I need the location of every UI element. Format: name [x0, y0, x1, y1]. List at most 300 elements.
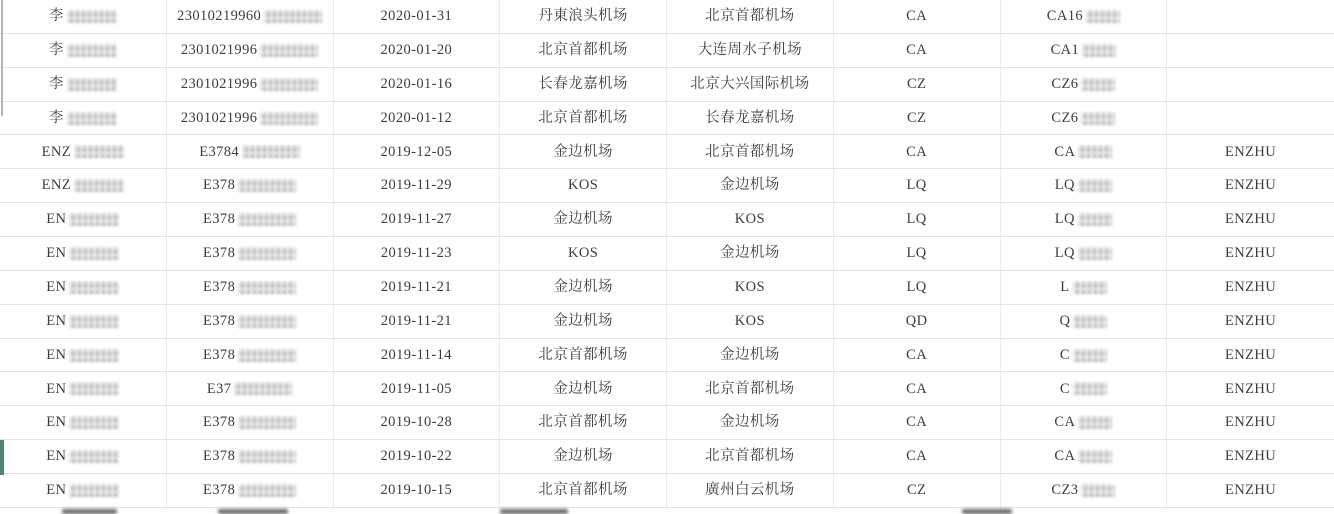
cell-airline-code[interactable]	[834, 372, 1001, 405]
cell-text: KOS	[734, 312, 765, 329]
cell-text: ENZHU	[1225, 482, 1277, 499]
cell-departure-airport[interactable]	[500, 135, 667, 168]
cell-remark[interactable]	[1167, 406, 1334, 439]
cell-text: ENZHU	[1225, 279, 1277, 296]
censored-blur-block	[1081, 484, 1115, 497]
left-edge-line	[1, 0, 3, 116]
table-row	[0, 0, 1334, 34]
cell-arrival-airport[interactable]	[667, 474, 834, 507]
cell-remark[interactable]	[1167, 474, 1334, 507]
cell-text: 北京首都机场	[705, 448, 795, 465]
cell-document-number[interactable]	[167, 203, 334, 236]
cell-text: EN	[46, 211, 67, 228]
cell-text: ENZHU	[1225, 211, 1277, 228]
censored-blur-block	[1078, 416, 1112, 429]
cell-arrival-airport[interactable]	[667, 440, 834, 473]
cell-text: 北京首都机场	[538, 482, 628, 499]
cell-text: 金边机场	[553, 279, 613, 296]
censored-blur-block	[74, 179, 124, 192]
cell-flight-number[interactable]	[1001, 68, 1168, 101]
cell-arrival-airport[interactable]	[667, 102, 834, 135]
cell-text: CA	[906, 380, 928, 397]
cell-text: 2019-10-15	[380, 482, 453, 499]
cell-airline-code[interactable]	[834, 68, 1001, 101]
cell-passenger-name[interactable]	[0, 271, 167, 304]
censored-blur-block	[1082, 44, 1116, 57]
cell-document-number[interactable]	[167, 0, 334, 33]
cell-text: 金边机场	[553, 380, 613, 397]
censored-blur-block	[238, 416, 296, 429]
cell-arrival-airport[interactable]	[667, 271, 834, 304]
cell-arrival-airport[interactable]	[667, 203, 834, 236]
cell-text: 2019-11-14	[380, 346, 452, 363]
cell-text: CA16	[1046, 8, 1083, 25]
cell-document-number[interactable]	[167, 474, 334, 507]
cell-text: 北京大兴国际机场	[690, 75, 810, 92]
cell-passenger-name[interactable]	[0, 339, 167, 372]
cell-text: 北京首都机场	[705, 8, 795, 25]
cell-flight-number[interactable]	[1001, 440, 1168, 473]
cell-text: 金边机场	[553, 211, 613, 228]
table-row	[0, 305, 1334, 339]
cell-text: C	[1059, 380, 1070, 397]
cell-text: 2019-11-29	[380, 177, 452, 194]
cell-text: ENZHU	[1225, 346, 1277, 363]
cell-text: LQ	[906, 211, 927, 228]
cell-text: 金边机场	[720, 346, 780, 363]
cell-text: KOS	[734, 279, 765, 296]
cell-text: E378	[203, 482, 236, 499]
cell-airline-code[interactable]	[834, 474, 1001, 507]
cell-text: CZ6	[1051, 75, 1079, 92]
cell-document-number[interactable]	[167, 339, 334, 372]
cell-text: CZ6	[1051, 109, 1079, 126]
cell-text: 北京首都机场	[538, 346, 628, 363]
cell-text: 2301021996	[180, 75, 258, 92]
cell-text: 23010219960	[177, 8, 262, 25]
cell-text: CA	[1054, 448, 1076, 465]
cell-text: 2019-11-23	[380, 245, 452, 262]
cell-text: CA	[906, 8, 928, 25]
cell-text: CA	[906, 414, 928, 431]
cell-document-number[interactable]	[167, 305, 334, 338]
cell-remark[interactable]	[1167, 339, 1334, 372]
cell-text: EN	[46, 380, 67, 397]
cell-text: 金边机场	[720, 414, 780, 431]
cell-text: 2019-10-22	[380, 448, 453, 465]
cell-airline-code[interactable]	[834, 440, 1001, 473]
cell-text: 金边机场	[553, 448, 613, 465]
cell-departure-airport[interactable]	[500, 440, 667, 473]
censored-blur-block	[238, 315, 296, 328]
cell-text: EN	[46, 414, 67, 431]
censored-blur-block	[1086, 10, 1120, 23]
cell-text: 2020-01-31	[380, 8, 453, 25]
censored-blur-stub	[218, 509, 288, 514]
cell-text: 北京首都机场	[705, 143, 795, 160]
table-row	[0, 474, 1334, 508]
cell-text: LQ	[906, 177, 927, 194]
cell-text: EN	[46, 279, 67, 296]
cell-flight-number[interactable]	[1001, 102, 1168, 135]
cell-document-number[interactable]	[167, 237, 334, 270]
cell-text: ENZHU	[1225, 414, 1277, 431]
cell-remark[interactable]	[1167, 271, 1334, 304]
cell-text: 金边机场	[553, 312, 613, 329]
cell-document-number[interactable]	[167, 68, 334, 101]
cell-text: LQ	[906, 245, 927, 262]
cell-document-number[interactable]	[167, 372, 334, 405]
cell-document-number[interactable]	[167, 169, 334, 202]
cell-flight-date[interactable]	[334, 271, 501, 304]
table-row	[0, 339, 1334, 373]
cell-flight-date[interactable]	[334, 34, 501, 67]
cell-arrival-airport[interactable]	[667, 34, 834, 67]
censored-blur-block	[1081, 112, 1115, 125]
cell-arrival-airport[interactable]	[667, 237, 834, 270]
cell-flight-date[interactable]	[334, 372, 501, 405]
cell-text: ENZ	[41, 143, 72, 160]
censored-blur-block	[238, 247, 296, 260]
cell-text: 廣州白云机场	[705, 482, 795, 499]
cell-text: CA	[906, 448, 928, 465]
cell-text: L	[1060, 279, 1070, 296]
cell-remark[interactable]	[1167, 102, 1334, 135]
cell-flight-date[interactable]	[334, 474, 501, 507]
censored-blur-block	[67, 78, 117, 91]
cell-text: 北京首都机场	[705, 380, 795, 397]
cell-departure-airport[interactable]	[500, 68, 667, 101]
censored-blur-block	[1073, 315, 1107, 328]
cell-text: 2019-10-28	[380, 414, 453, 431]
cell-text: ENZHU	[1225, 245, 1277, 262]
cell-departure-airport[interactable]	[500, 0, 667, 33]
censored-blur-block	[238, 281, 296, 294]
censored-blur-block	[69, 484, 119, 497]
cell-remark[interactable]	[1167, 237, 1334, 270]
cell-text: LQ	[906, 279, 927, 296]
cell-text: CA1	[1050, 42, 1080, 59]
cell-passenger-name[interactable]	[0, 440, 167, 473]
cell-arrival-airport[interactable]	[667, 68, 834, 101]
cell-airline-code[interactable]	[834, 305, 1001, 338]
cell-flight-number[interactable]	[1001, 0, 1168, 33]
cell-text: Q	[1059, 312, 1071, 329]
cell-document-number[interactable]	[167, 102, 334, 135]
cell-departure-airport[interactable]	[500, 474, 667, 507]
table-row	[0, 271, 1334, 305]
cell-airline-code[interactable]	[834, 0, 1001, 33]
cell-departure-airport[interactable]	[500, 237, 667, 270]
censored-blur-block	[260, 44, 318, 57]
cell-passenger-name[interactable]	[0, 305, 167, 338]
cell-text: E37	[206, 380, 232, 397]
cell-remark[interactable]	[1167, 0, 1334, 33]
cell-text: E378	[203, 312, 236, 329]
cell-flight-number[interactable]	[1001, 237, 1168, 270]
cell-remark[interactable]	[1167, 135, 1334, 168]
cell-text: KOS	[568, 177, 599, 194]
table-row	[0, 372, 1334, 406]
cell-text: ENZHU	[1225, 177, 1277, 194]
cell-text: E3784	[199, 143, 240, 160]
censored-blur-stub	[62, 509, 117, 514]
censored-blur-block	[260, 112, 318, 125]
censored-blur-block	[69, 315, 119, 328]
censored-blur-block	[260, 78, 318, 91]
cell-text: 北京首都机场	[538, 414, 628, 431]
cell-text: EN	[46, 448, 67, 465]
cell-text: 金边机场	[720, 177, 780, 194]
cell-departure-airport[interactable]	[500, 169, 667, 202]
censored-blur-block	[1073, 281, 1107, 294]
cell-remark[interactable]	[1167, 68, 1334, 101]
cell-flight-date[interactable]	[334, 440, 501, 473]
cell-text: E378	[203, 279, 236, 296]
cell-text: 2019-11-21	[380, 279, 452, 296]
table-row	[0, 440, 1334, 474]
censored-blur-stub	[500, 509, 568, 514]
cell-arrival-airport[interactable]	[667, 339, 834, 372]
censored-blur-block	[1081, 78, 1115, 91]
cell-flight-date[interactable]	[334, 102, 501, 135]
cell-text: C	[1059, 346, 1070, 363]
cell-text: E378	[203, 448, 236, 465]
cell-airline-code[interactable]	[834, 271, 1001, 304]
cell-text: LQ	[1054, 177, 1075, 194]
cell-text: CZ3	[1051, 482, 1079, 499]
censored-blur-block	[264, 10, 322, 23]
cell-arrival-airport[interactable]	[667, 169, 834, 202]
cell-text: 2020-01-20	[380, 42, 453, 59]
censored-blur-stub	[962, 509, 1012, 514]
cell-text: 2020-01-16	[380, 75, 453, 92]
censored-blur-block	[69, 247, 119, 260]
cell-text: LQ	[1054, 245, 1075, 262]
table-row	[0, 203, 1334, 237]
cell-flight-date[interactable]	[334, 203, 501, 236]
cell-text: CZ	[906, 482, 927, 499]
cell-flight-date[interactable]	[334, 0, 501, 33]
cell-text: 李	[48, 42, 64, 59]
cell-document-number[interactable]	[167, 135, 334, 168]
cell-text: E378	[203, 414, 236, 431]
cell-text: E378	[203, 346, 236, 363]
cell-flight-date[interactable]	[334, 406, 501, 439]
cell-arrival-airport[interactable]	[667, 372, 834, 405]
cell-passenger-name[interactable]	[0, 135, 167, 168]
cell-text: 大连周水子机场	[697, 42, 803, 59]
cell-text: E378	[203, 245, 236, 262]
censored-blur-block	[69, 349, 119, 362]
cell-passenger-name[interactable]	[0, 372, 167, 405]
censored-blur-block	[1078, 213, 1112, 226]
cell-remark[interactable]	[1167, 305, 1334, 338]
censored-blur-block	[1073, 349, 1107, 362]
cell-arrival-airport[interactable]	[667, 135, 834, 168]
cell-flight-number[interactable]	[1001, 135, 1168, 168]
cell-remark[interactable]	[1167, 34, 1334, 67]
table-row	[0, 68, 1334, 102]
cell-remark[interactable]	[1167, 203, 1334, 236]
cell-text: 2019-12-05	[380, 143, 453, 160]
row-highlight-marker	[0, 440, 4, 475]
cell-text: 长春龙嘉机场	[538, 75, 628, 92]
cell-text: EN	[46, 312, 67, 329]
cell-flight-number[interactable]	[1001, 34, 1168, 67]
cell-text: CA	[906, 346, 928, 363]
cell-text: LQ	[1054, 211, 1075, 228]
censored-blur-block	[69, 382, 119, 395]
cell-text: EN	[46, 482, 67, 499]
cell-text: 金边机场	[720, 245, 780, 262]
cell-text: 2020-01-12	[380, 109, 453, 126]
cell-remark[interactable]	[1167, 372, 1334, 405]
cell-passenger-name[interactable]	[0, 34, 167, 67]
censored-blur-block	[69, 450, 119, 463]
cell-text: ENZHU	[1225, 312, 1277, 329]
censored-blur-block	[67, 44, 117, 57]
cell-remark[interactable]	[1167, 169, 1334, 202]
cell-text: ENZHU	[1225, 143, 1277, 160]
cell-text: 金边机场	[553, 143, 613, 160]
cell-airline-code[interactable]	[834, 237, 1001, 270]
cell-departure-airport[interactable]	[500, 339, 667, 372]
cell-departure-airport[interactable]	[500, 305, 667, 338]
cell-departure-airport[interactable]	[500, 34, 667, 67]
cell-departure-airport[interactable]	[500, 406, 667, 439]
censored-blur-block	[69, 416, 119, 429]
cell-airline-code[interactable]	[834, 34, 1001, 67]
cell-flight-date[interactable]	[334, 237, 501, 270]
censored-blur-block	[238, 213, 296, 226]
cell-document-number[interactable]	[167, 271, 334, 304]
cell-text: 北京首都机场	[538, 42, 628, 59]
cell-text: 2019-11-05	[380, 380, 452, 397]
table-row	[0, 135, 1334, 169]
cell-text: 李	[48, 109, 64, 126]
censored-blur-block	[1073, 382, 1107, 395]
cell-passenger-name[interactable]	[0, 68, 167, 101]
cell-airline-code[interactable]	[834, 102, 1001, 135]
cell-flight-number[interactable]	[1001, 271, 1168, 304]
censored-blur-block	[74, 145, 124, 158]
cell-airline-code[interactable]	[834, 169, 1001, 202]
cell-text: ENZ	[41, 177, 72, 194]
censored-blur-block	[238, 179, 296, 192]
cell-text: KOS	[734, 211, 765, 228]
cell-text: ENZHU	[1225, 448, 1277, 465]
cell-flight-date[interactable]	[334, 135, 501, 168]
cell-flight-number[interactable]	[1001, 339, 1168, 372]
cell-flight-number[interactable]	[1001, 474, 1168, 507]
cell-text: EN	[46, 245, 67, 262]
cell-text: ENZHU	[1225, 380, 1277, 397]
cell-flight-number[interactable]	[1001, 169, 1168, 202]
cell-text: E378	[203, 177, 236, 194]
cell-document-number[interactable]	[167, 34, 334, 67]
cell-document-number[interactable]	[167, 440, 334, 473]
table-row	[0, 34, 1334, 68]
cell-remark[interactable]	[1167, 440, 1334, 473]
cell-passenger-name[interactable]	[0, 237, 167, 270]
cell-arrival-airport[interactable]	[667, 406, 834, 439]
cell-text: CZ	[906, 109, 927, 126]
censored-blur-block	[1078, 450, 1112, 463]
censored-blur-block	[1078, 179, 1112, 192]
censored-blur-block	[67, 112, 117, 125]
table-row	[0, 102, 1334, 136]
cell-airline-code[interactable]	[834, 339, 1001, 372]
censored-blur-block	[238, 450, 296, 463]
censored-blur-block	[67, 10, 117, 23]
censored-blur-block	[1078, 247, 1112, 260]
cell-flight-number[interactable]	[1001, 203, 1168, 236]
cell-arrival-airport[interactable]	[667, 0, 834, 33]
cell-flight-date[interactable]	[334, 68, 501, 101]
cell-text: 李	[48, 75, 64, 92]
cell-arrival-airport[interactable]	[667, 305, 834, 338]
cell-flight-date[interactable]	[334, 169, 501, 202]
cell-text: QD	[905, 312, 928, 329]
censored-blur-block	[242, 145, 300, 158]
cell-text: EN	[46, 346, 67, 363]
cell-departure-airport[interactable]	[500, 372, 667, 405]
cell-text: CZ	[906, 75, 927, 92]
cell-departure-airport[interactable]	[500, 102, 667, 135]
cell-document-number[interactable]	[167, 406, 334, 439]
cell-departure-airport[interactable]	[500, 271, 667, 304]
censored-blur-block	[238, 349, 296, 362]
cell-flight-number[interactable]	[1001, 305, 1168, 338]
cell-flight-number[interactable]	[1001, 372, 1168, 405]
cell-text: 李	[48, 8, 64, 25]
cell-text: 2301021996	[180, 42, 258, 59]
cell-text: KOS	[568, 245, 599, 262]
censored-blur-block	[234, 382, 292, 395]
cell-text: 2019-11-21	[380, 312, 452, 329]
cell-text: E378	[203, 211, 236, 228]
cell-airline-code[interactable]	[834, 203, 1001, 236]
cell-text: 长春龙嘉机场	[705, 109, 795, 126]
cell-text: CA	[1054, 414, 1076, 431]
cell-text: 北京首都机场	[538, 109, 628, 126]
cell-passenger-name[interactable]	[0, 474, 167, 507]
cell-airline-code[interactable]	[834, 135, 1001, 168]
cell-passenger-name[interactable]	[0, 203, 167, 236]
cell-flight-date[interactable]	[334, 305, 501, 338]
cell-passenger-name[interactable]	[0, 0, 167, 33]
censored-blur-block	[69, 281, 119, 294]
cell-airline-code[interactable]	[834, 406, 1001, 439]
cell-text: 2019-11-27	[380, 211, 452, 228]
cell-flight-number[interactable]	[1001, 406, 1168, 439]
table-row	[0, 169, 1334, 203]
cell-text: CA	[906, 42, 928, 59]
cell-text: 丹東浪头机场	[538, 8, 628, 25]
censored-blur-block	[238, 484, 296, 497]
cell-text: 2301021996	[180, 109, 258, 126]
cell-passenger-name[interactable]	[0, 406, 167, 439]
cell-flight-date[interactable]	[334, 339, 501, 372]
table-row	[0, 406, 1334, 440]
cell-text: CA	[906, 143, 928, 160]
cell-text: CA	[1054, 143, 1076, 160]
cell-passenger-name[interactable]	[0, 169, 167, 202]
cell-departure-airport[interactable]	[500, 203, 667, 236]
cell-passenger-name[interactable]	[0, 102, 167, 135]
table-row	[0, 237, 1334, 271]
